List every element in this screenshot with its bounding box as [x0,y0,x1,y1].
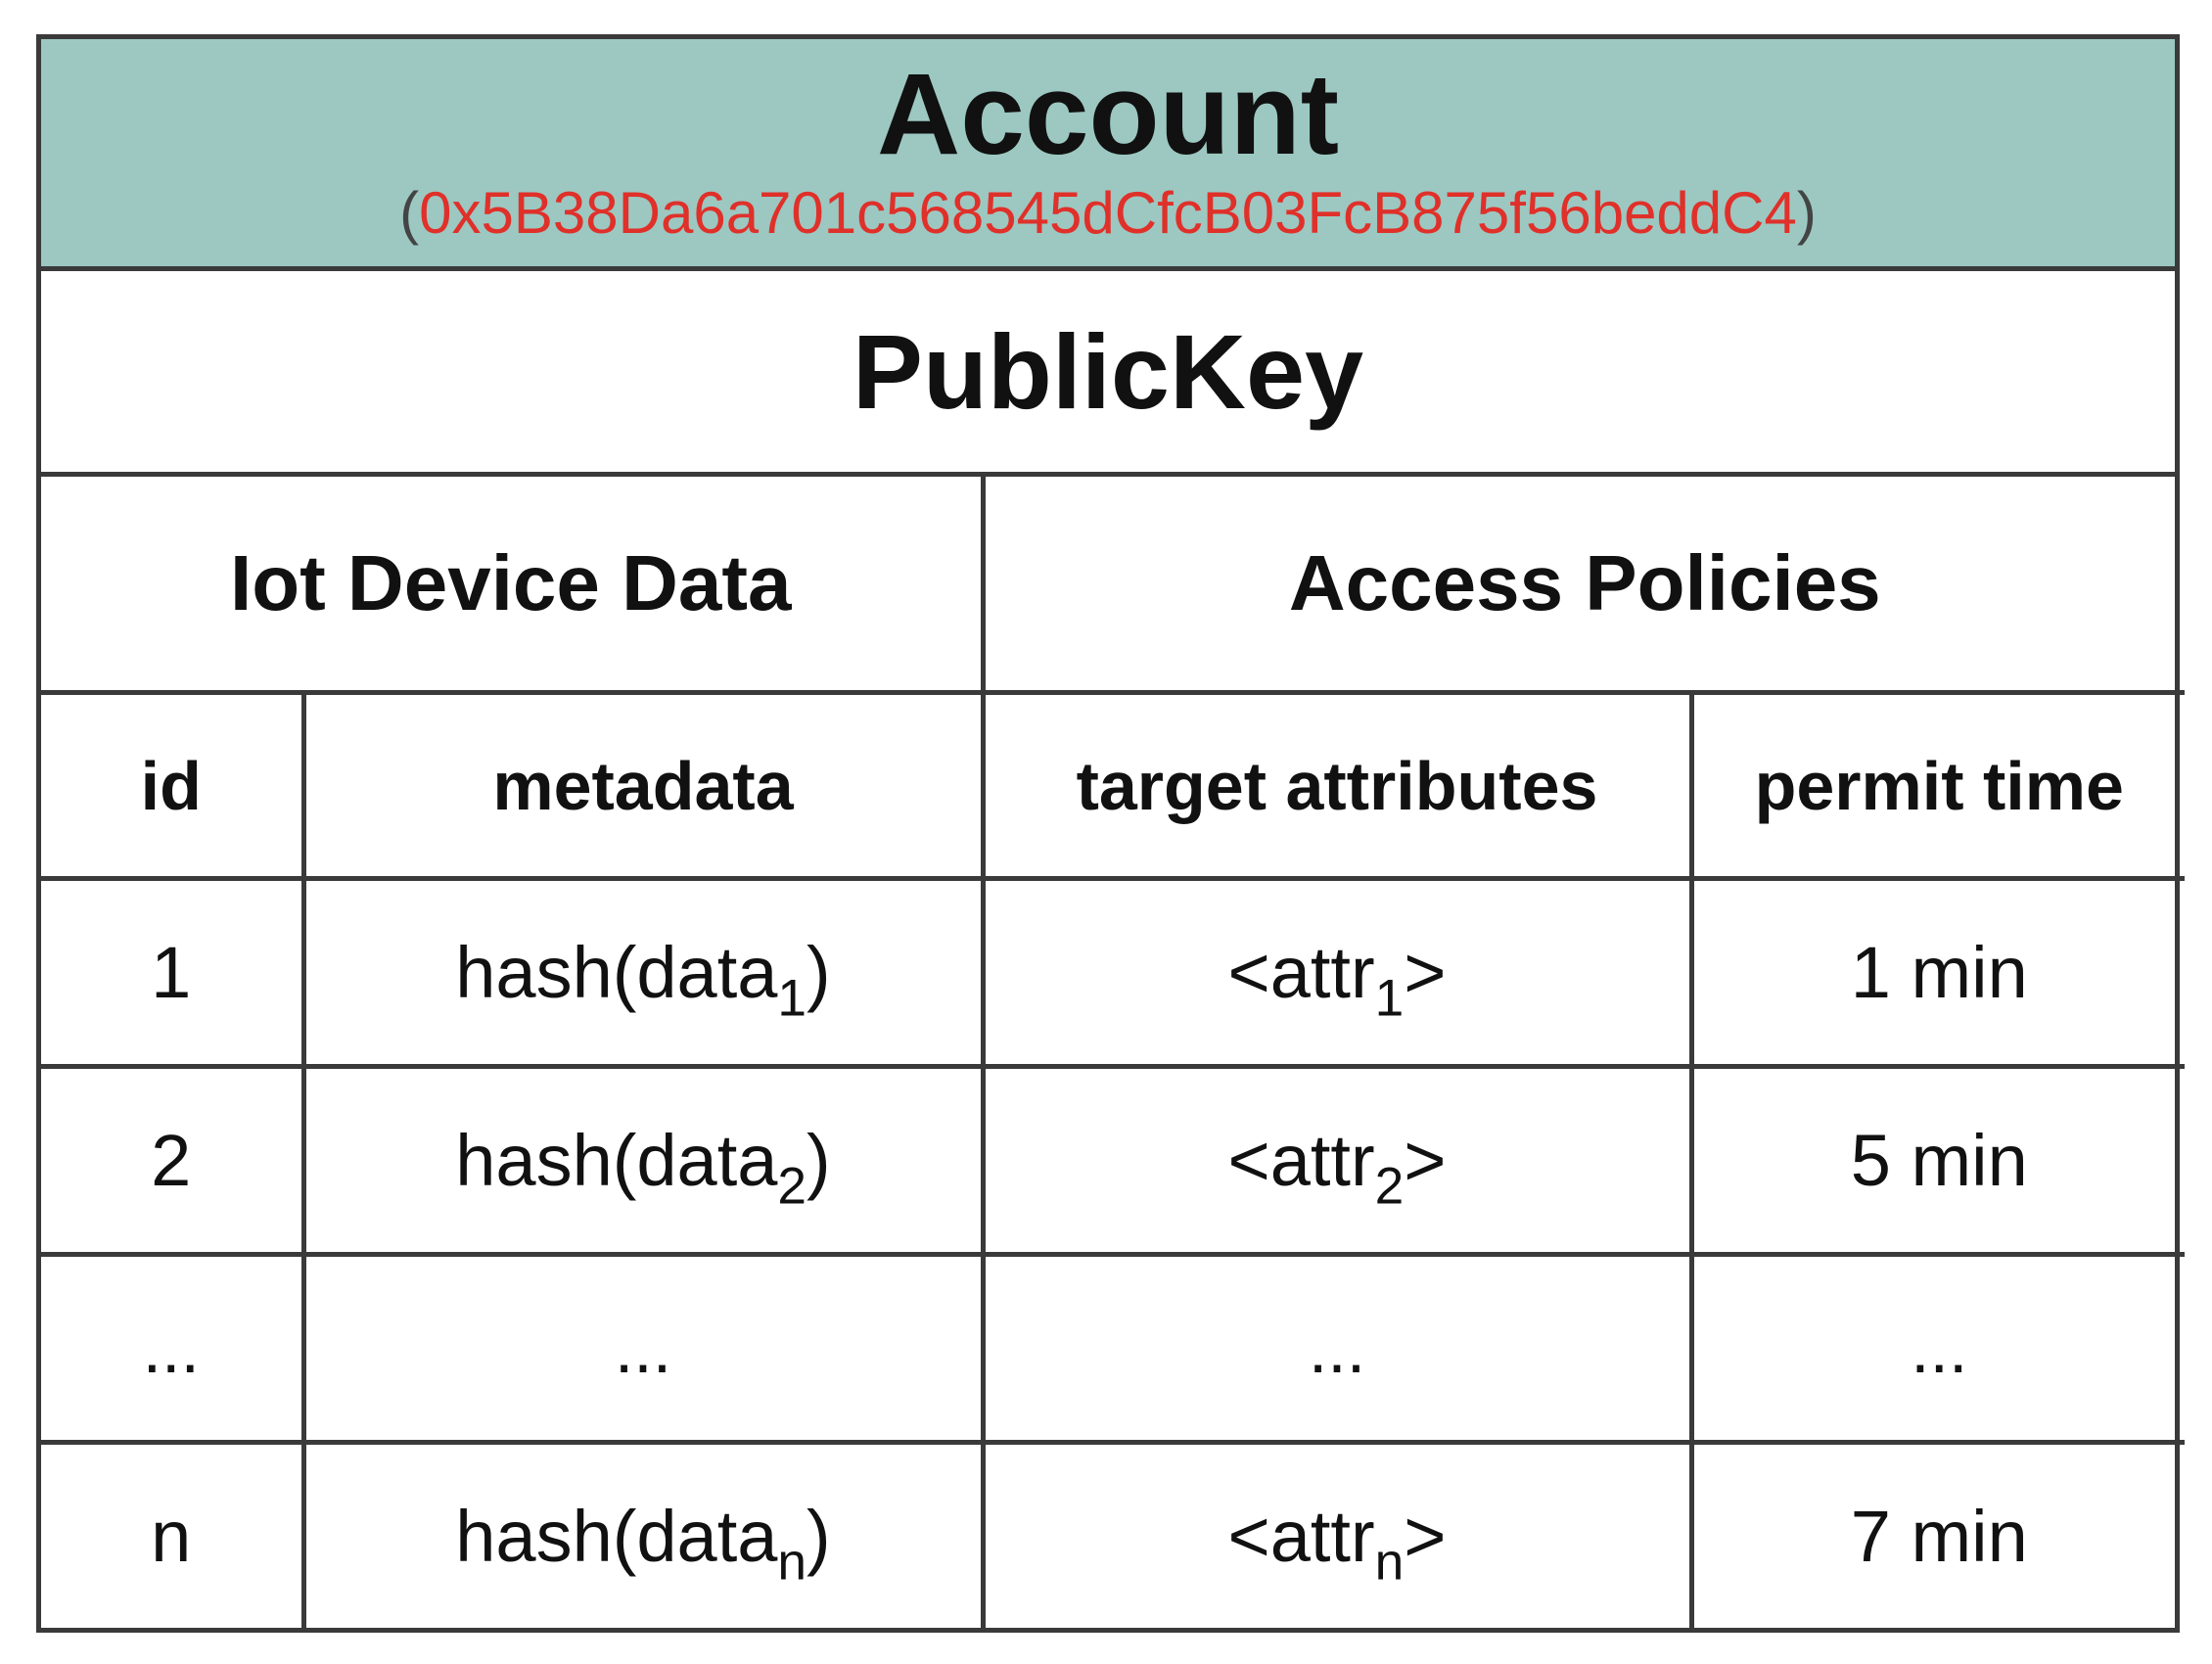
account-header [41,39,2175,271]
cell-permit-time: 5 min [1691,1067,2185,1255]
cell-target-attributes: <attr$_2$> [983,1067,1691,1255]
account-title: Account [877,50,1339,180]
table-row [41,1067,2185,1255]
cell-id: n [41,1443,303,1629]
column-header-id: id [41,693,303,879]
cell-metadata: hash(data$_1$) [303,879,983,1067]
section-access-policies: Access Policies [983,477,2185,693]
cell-permit-time: 7 min [1691,1443,2185,1629]
column-header-target-attributes: target attributes [983,693,1691,879]
cell-permit-time: 1 min [1691,879,2185,1067]
cell-id: 1 [41,879,303,1067]
cell-id: ... [41,1255,303,1443]
section-device-data: Iot Device Data [41,477,983,693]
public-key-label: PublicKey [41,271,2175,477]
section-header-row [41,477,2185,693]
account-address [399,180,1817,247]
cell-target-attributes: <attr$_n$> [983,1443,1691,1629]
cell-id: 2 [41,1067,303,1255]
address-open-paren: ( [399,180,420,247]
table-row [41,879,2185,1067]
address-close-paren: ) [1796,180,1817,247]
table-row [41,1443,2185,1629]
cell-target-attributes: <attr$_1$> [983,879,1691,1067]
column-header-metadata: metadata [303,693,983,879]
data-table [41,477,2185,1628]
address-value: 0x5B38Da6a701c568545dCfcB03FcB875f56beddC4 [419,180,1797,247]
cell-metadata: hash(data$_2$) [303,1067,983,1255]
column-header-permit-time: permit time [1691,693,2185,879]
account-storage-diagram [36,34,2180,1633]
cell-target-attributes: ... [983,1255,1691,1443]
column-header-row [41,693,2185,879]
table-row-ellipsis [41,1255,2185,1443]
cell-permit-time: ... [1691,1255,2185,1443]
cell-metadata: ... [303,1255,983,1443]
cell-metadata: hash(data$_n$) [303,1443,983,1629]
